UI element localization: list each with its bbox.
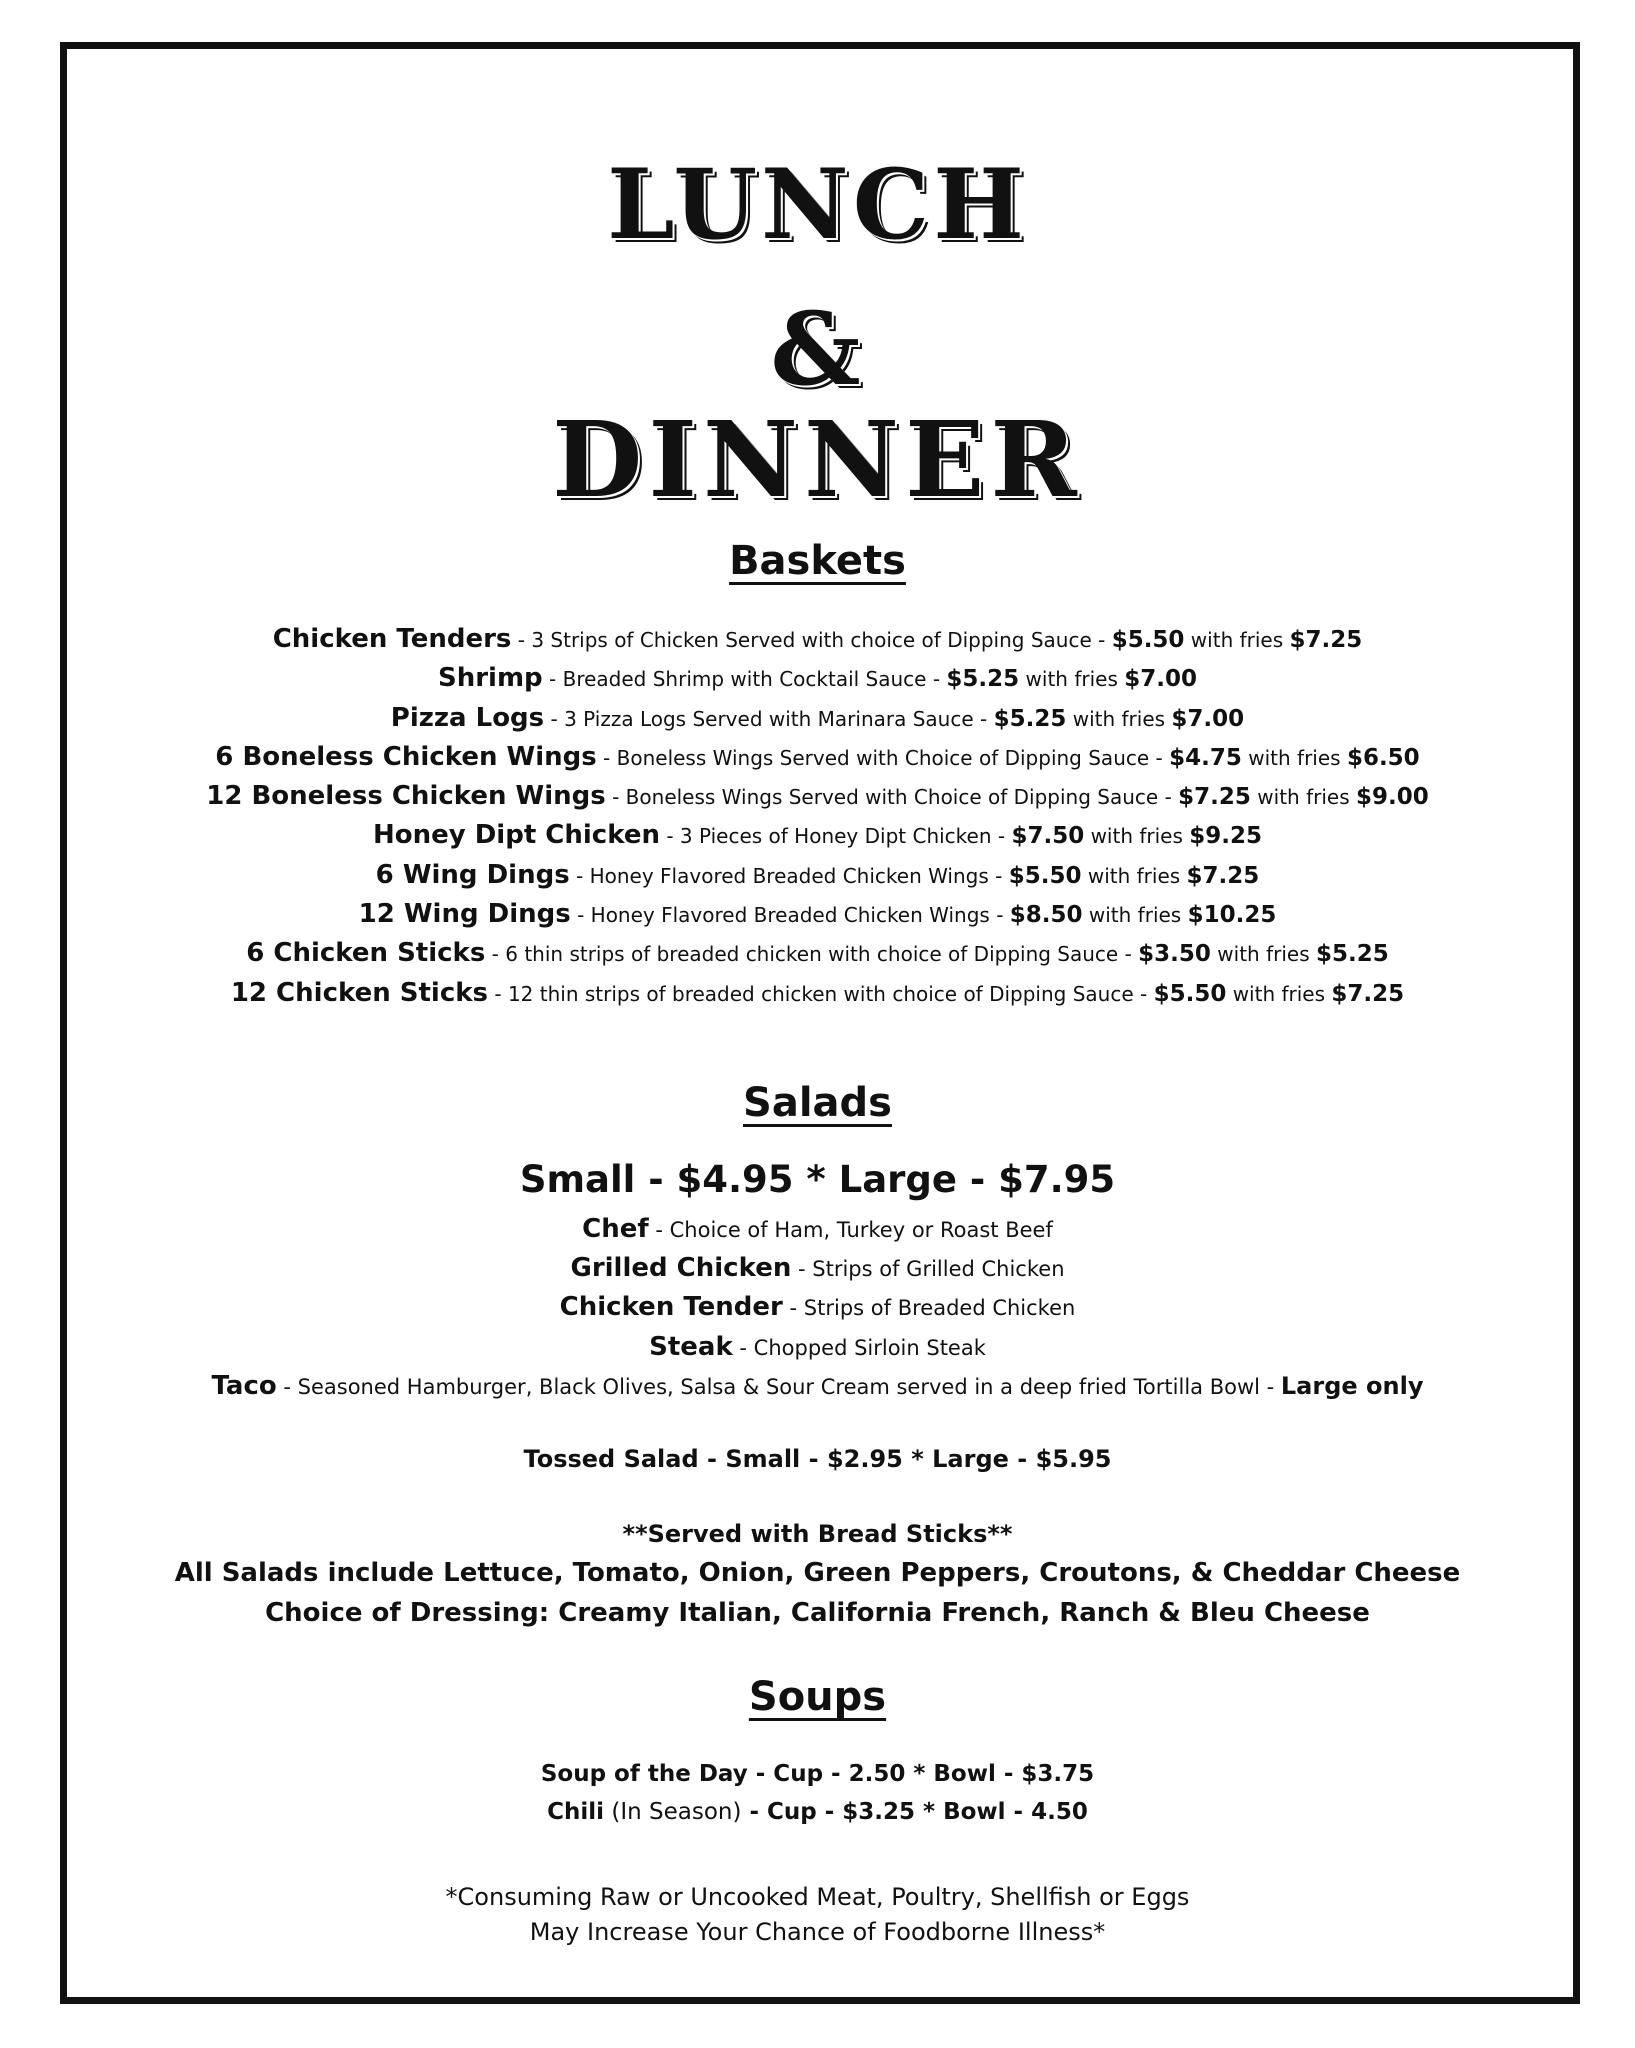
list-item: 12 Chicken Sticks - 12 thin strips of breaded chicken with choice of Dipping Sauce - $5.50 with fries $7.25 xyxy=(230,977,1405,1008)
soups-list xyxy=(0,1755,1635,1831)
list-item: Soup of the Day - Cup - 2.50 * Bowl - $3.75 xyxy=(540,1761,1095,1787)
list-item: 6 Wing Dings - Honey Flavored Breaded Chicken Wings - $5.50 with fries $7.25 xyxy=(375,859,1260,890)
soups-heading: Soups xyxy=(748,1674,887,1720)
title-dinner: DINNER xyxy=(552,398,1083,521)
disclaimer-line-2: May Increase Your Chance of Foodborne Illness* xyxy=(529,1918,1106,1946)
list-item: Chef - Choice of Ham, Turkey or Roast Beef xyxy=(582,1214,1053,1244)
food-safety-disclaimer xyxy=(0,1880,1635,1950)
salads-list xyxy=(0,1210,1635,1406)
title-ampersand: & xyxy=(770,290,865,408)
tossed-salad: Tossed Salad - Small - $2.95 * Large - $5.95 xyxy=(523,1445,1112,1473)
list-item: 12 Boneless Chicken Wings - Boneless Wings Served with Choice of Dipping Sauce - $7.25 with fries $9.00 xyxy=(206,781,1429,812)
list-item: Taco - Seasoned Hamburger, Black Olives, Salsa & Sour Cream served in a deep fried Tortilla Bowl - Large only xyxy=(211,1370,1424,1401)
title-lunch: LUNCH xyxy=(607,148,1028,261)
salads-heading: Salads xyxy=(743,1080,892,1126)
disclaimer-line-1: *Consuming Raw or Uncooked Meat, Poultry, Shellfish or Eggs xyxy=(445,1883,1190,1911)
list-item: Chicken Tender - Strips of Breaded Chicken xyxy=(559,1292,1076,1323)
list-item: Chicken Tenders - 3 Strips of Chicken Served with choice of Dipping Sauce - $5.50 with fries $7.25 xyxy=(272,624,1363,654)
list-item: Honey Dipt Chicken - 3 Pieces of Honey Dipt Chicken - $7.50 with fries $9.25 xyxy=(372,820,1263,851)
baskets-list xyxy=(0,620,1635,1013)
dressing-choices: Choice of Dressing: Creamy Italian, California French, Ranch & Bleu Cheese xyxy=(265,1598,1370,1628)
served-with-note: **Served with Bread Sticks** xyxy=(622,1520,1013,1548)
list-item: Chili (In Season) - Cup - $3.25 * Bowl - 4.50 xyxy=(547,1799,1088,1825)
list-item: Grilled Chicken - Strips of Grilled Chicken xyxy=(570,1253,1065,1284)
salad-ingredients: All Salads include Lettuce, Tomato, Onion, Green Peppers, Croutons, & Cheddar Cheese xyxy=(174,1558,1461,1588)
list-item: 12 Wing Dings - Honey Flavored Breaded Chicken Wings - $8.50 with fries $10.25 xyxy=(358,899,1277,930)
list-item: 6 Boneless Chicken Wings - Boneless Wings Served with Choice of Dipping Sauce - $4.75 with fries $6.50 xyxy=(215,741,1420,772)
salad-price-line: Small - $4.95 * Large - $7.95 xyxy=(519,1158,1116,1201)
list-item: Pizza Logs - 3 Pizza Logs Served with Marinara Sauce - $5.25 with fries $7.00 xyxy=(390,702,1245,733)
list-item: 6 Chicken Sticks - 6 thin strips of breaded chicken with choice of Dipping Sauce - $3.50 with fries $5.25 xyxy=(246,938,1389,969)
list-item: Steak - Chopped Sirloin Steak xyxy=(649,1331,986,1362)
list-item: Shrimp - Breaded Shrimp with Cocktail Sauce - $5.25 with fries $7.00 xyxy=(437,663,1197,694)
baskets-heading: Baskets xyxy=(729,538,906,584)
